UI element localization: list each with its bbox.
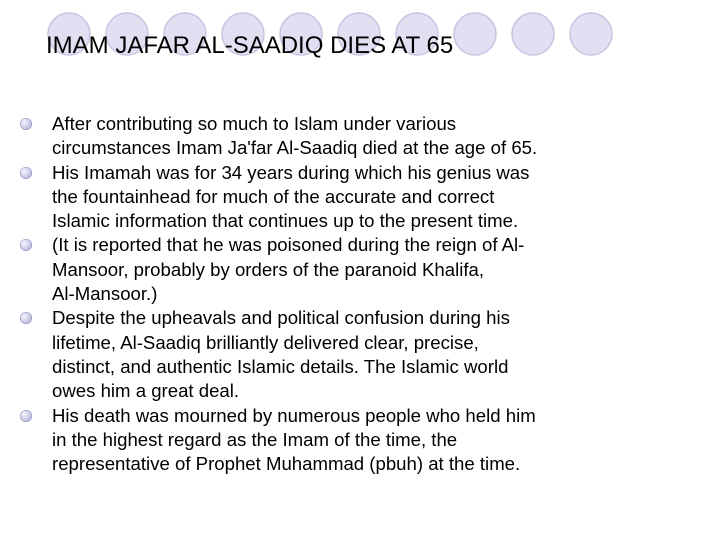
bullet-list: [20, 112, 700, 476]
bullet-text-line: lifetime, Al‑Saadiq brilliantly delivered clear, precise,: [52, 331, 479, 353]
bullet-text-line: After contributing so much to Islam under various: [52, 113, 457, 134]
bullet-text-line: the fountainhead for much of the accurate and correct: [52, 185, 495, 207]
bullet-text-line: representative of Prophet Muhammad (pbuh) at the time.: [52, 453, 521, 475]
bullet-text-line: His Imamah was for 34 years during which his genius was: [52, 161, 530, 183]
bullet-item: [20, 161, 700, 234]
bullet-circle-icon: [20, 167, 32, 179]
bullet-circle-icon: [20, 410, 32, 422]
decorative-circle: [454, 13, 496, 55]
bullet-circle-icon: [20, 312, 32, 324]
bullet-text-line: Despite the upheavals and political confusion during his: [52, 307, 510, 329]
decorative-circle: [512, 13, 554, 55]
decorative-circle: [570, 13, 612, 55]
bullet-item: [20, 404, 700, 477]
bullet-item: [20, 233, 700, 306]
bullet-text-line: His death was mourned by numerous people who held him: [52, 404, 536, 426]
bullet-text-line: distinct, and authentic Islamic details. The Islamic world: [52, 355, 509, 377]
slide-title: IMAM JAFAR AL-SAADIQ DIES AT 65: [46, 32, 454, 59]
bullet-circle-icon: [20, 118, 32, 130]
bullet-text-line: (It is reported that he was poisoned during the reign of Al-: [52, 234, 525, 256]
bullet-text-line: Mansoor, probably by orders of the paranoid Khalifa,: [52, 258, 485, 280]
bullet-text-line: in the highest regard as the Imam of the time, the: [52, 428, 458, 450]
bullet-text-line: Islamic information that continues up to the present time.: [52, 210, 519, 232]
bullet-text-line: circumstances Imam Ja'far Al‑Saadiq died at the age of 65.: [52, 137, 538, 159]
bullet-text-line: owes him a great deal.: [52, 380, 240, 402]
bullet-text-line: Al‑Mansoor.): [52, 283, 158, 305]
bullet-item: [20, 306, 700, 403]
bullet-circle-icon: [20, 239, 32, 251]
bullet-item: [20, 112, 700, 161]
